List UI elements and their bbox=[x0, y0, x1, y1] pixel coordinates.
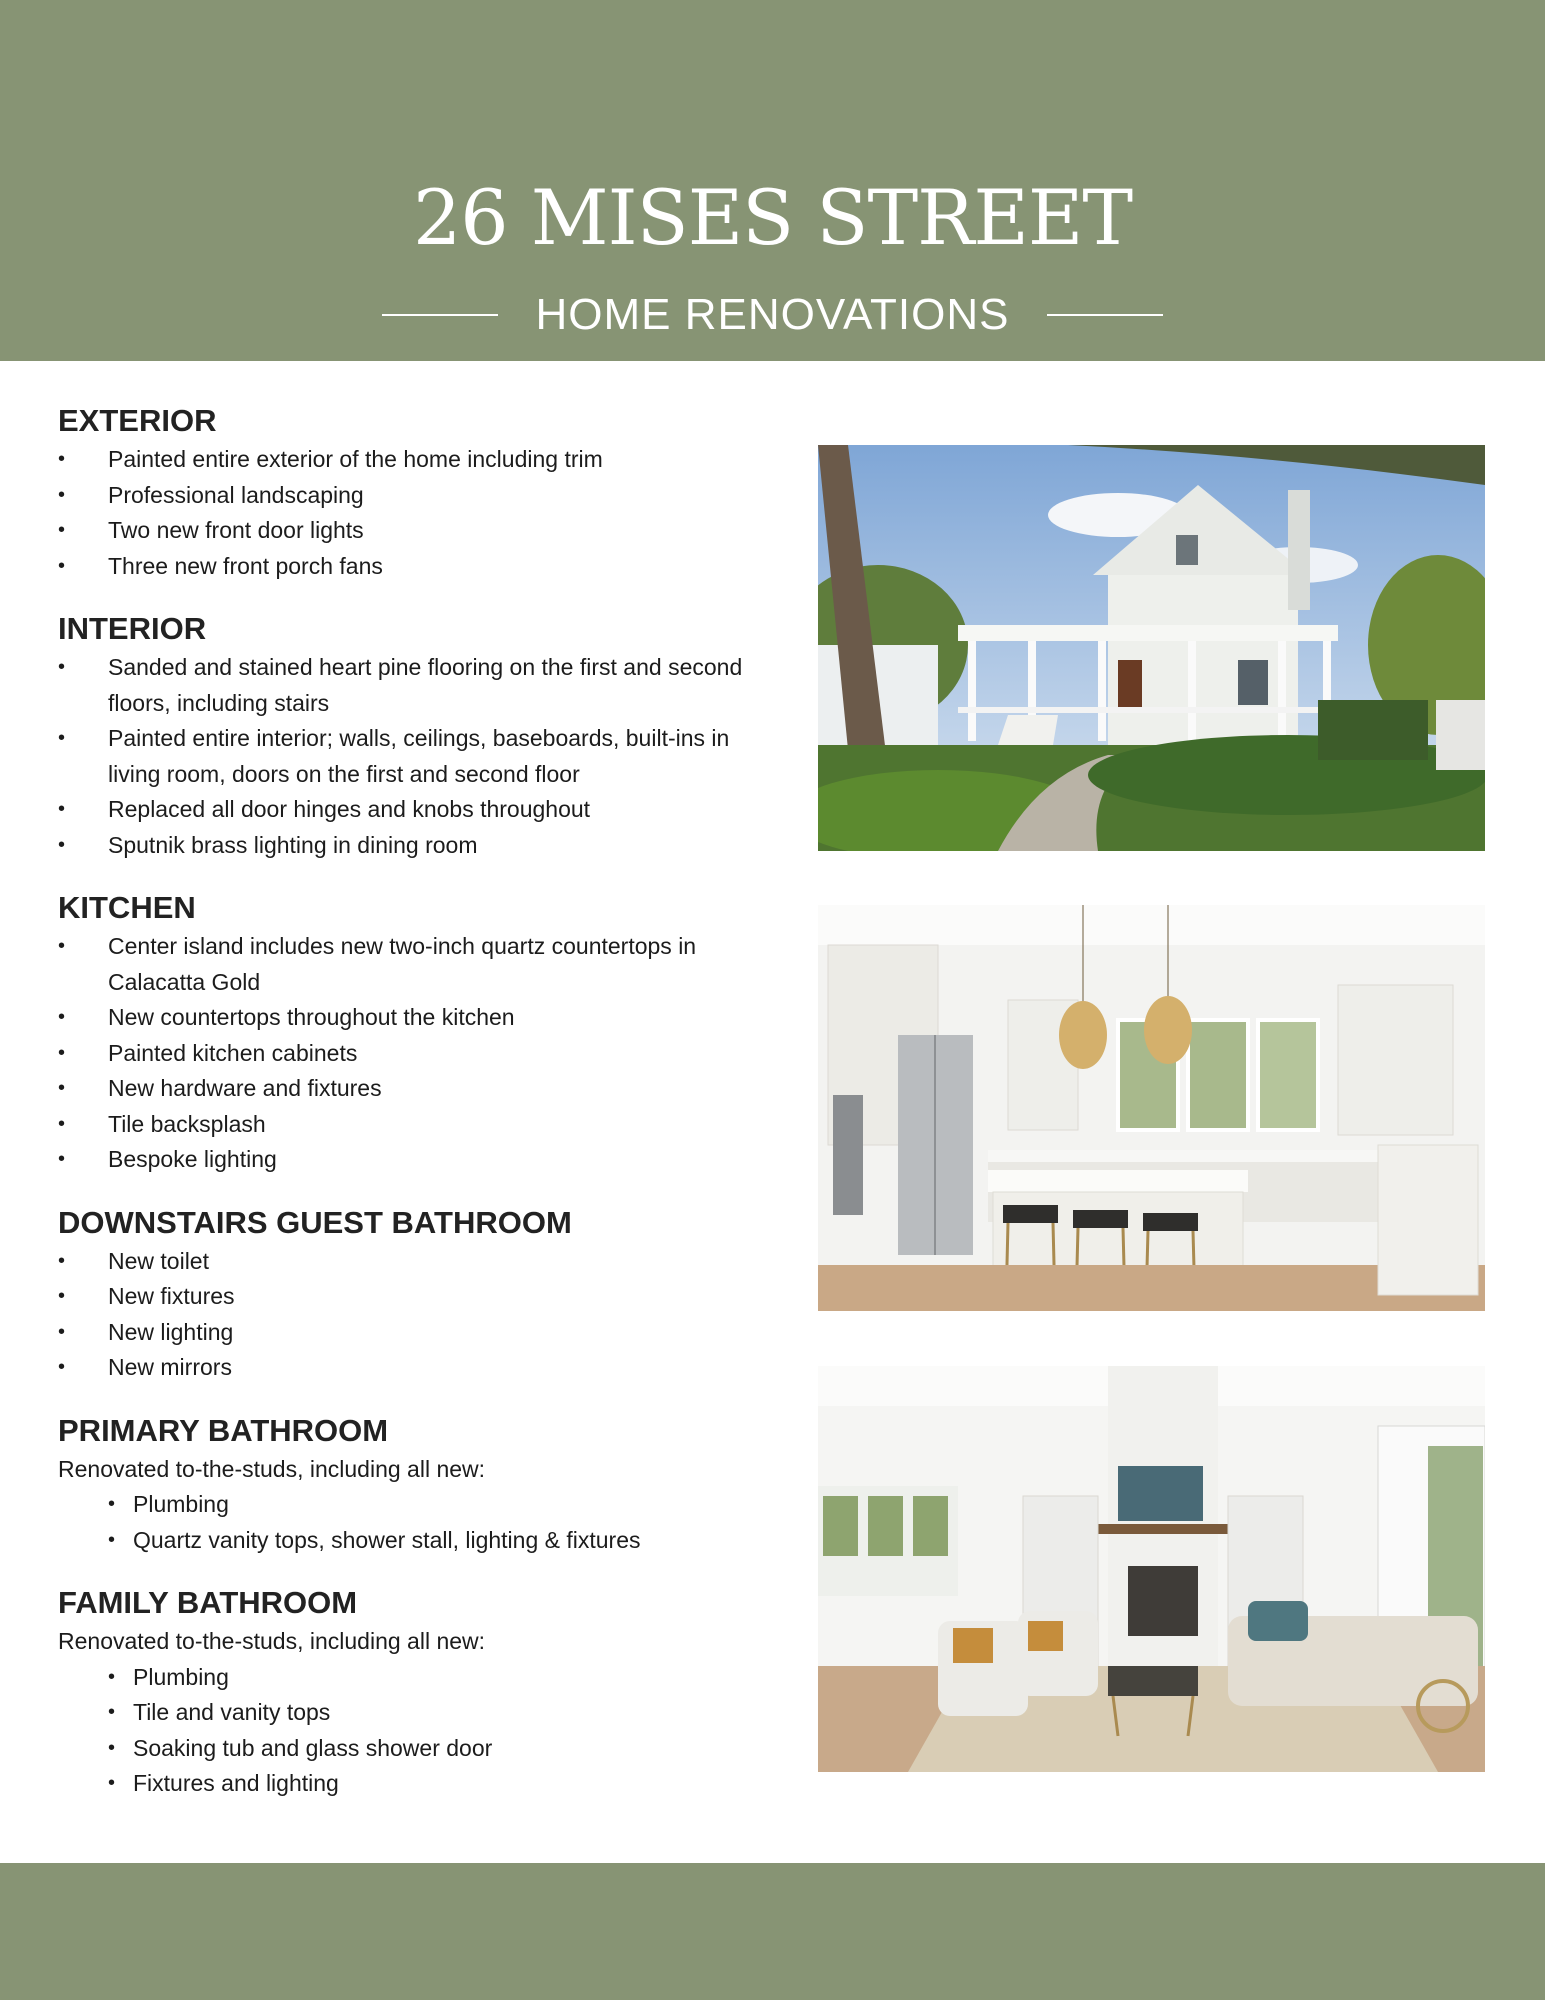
section-heading: INTERIOR bbox=[58, 611, 207, 646]
section-interior bbox=[58, 608, 778, 863]
section-heading: KITCHEN bbox=[58, 890, 196, 925]
kitchen-photo bbox=[818, 905, 1485, 1311]
list-item: • Painted entire interior; walls, ceilings, baseboards, built-ins in living room, doors on the first and second floor bbox=[58, 721, 778, 792]
section-intro: Renovated to-the-studs, including all new: bbox=[58, 1628, 486, 1654]
bullet-list bbox=[58, 1660, 778, 1802]
list-item: • Bespoke lighting bbox=[58, 1142, 778, 1178]
list-item: • New mirrors bbox=[58, 1350, 778, 1386]
section-kitchen bbox=[58, 887, 778, 1178]
bullet-list bbox=[58, 1244, 778, 1386]
renovation-list bbox=[58, 400, 778, 1826]
list-item: • Center island includes new two-inch quartz countertops in Calacatta Gold bbox=[58, 929, 778, 1000]
list-item: • Replaced all door hinges and knobs throughout bbox=[58, 792, 778, 828]
list-item: • Three new front porch fans bbox=[58, 549, 778, 585]
footer-band bbox=[0, 1863, 1545, 2000]
header-band bbox=[0, 0, 1545, 361]
list-item: • Professional landscaping bbox=[58, 478, 778, 514]
bullet-list bbox=[58, 442, 778, 584]
section-primary-bathroom bbox=[58, 1410, 778, 1559]
list-item: • New toilet bbox=[58, 1244, 778, 1280]
list-item: • Sputnik brass lighting in dining room bbox=[58, 828, 778, 864]
list-item: • New hardware and fixtures bbox=[58, 1071, 778, 1107]
list-item: • Two new front door lights bbox=[58, 513, 778, 549]
list-item: • New lighting bbox=[58, 1315, 778, 1351]
living-room-photo bbox=[818, 1366, 1485, 1772]
bullet-list bbox=[58, 1487, 778, 1558]
list-item: • Fixtures and lighting bbox=[58, 1766, 778, 1802]
bullet-list bbox=[58, 650, 778, 863]
section-heading: DOWNSTAIRS GUEST BATHROOM bbox=[58, 1204, 572, 1240]
section-heading: EXTERIOR bbox=[58, 403, 217, 438]
list-item: • Plumbing bbox=[58, 1660, 778, 1696]
section-family-bathroom bbox=[58, 1582, 778, 1802]
bullet-list bbox=[58, 929, 778, 1178]
subtitle-row bbox=[0, 290, 1545, 340]
page-subtitle: HOME RENOVATIONS bbox=[535, 290, 1010, 339]
list-item: • Quartz vanity tops, shower stall, lighting & fixtures bbox=[58, 1523, 778, 1559]
section-intro: Renovated to-the-studs, including all new: bbox=[58, 1455, 486, 1482]
exterior-photo bbox=[818, 445, 1485, 851]
list-item: • Tile backsplash bbox=[58, 1107, 778, 1143]
subtitle-rule-right bbox=[1047, 314, 1163, 316]
list-item: • Tile and vanity tops bbox=[58, 1695, 778, 1731]
section-heading: PRIMARY BATHROOM bbox=[58, 1412, 389, 1448]
section-heading: FAMILY BATHROOM bbox=[58, 1585, 358, 1620]
list-item: • Soaking tub and glass shower door bbox=[58, 1731, 778, 1767]
section-exterior bbox=[58, 400, 778, 584]
section-guest-bathroom bbox=[58, 1202, 778, 1386]
list-item: • New countertops throughout the kitchen bbox=[58, 1000, 778, 1036]
list-item: • Painted kitchen cabinets bbox=[58, 1036, 778, 1072]
page-title: 26 MISES STREET bbox=[412, 173, 1133, 262]
list-item: • Plumbing bbox=[58, 1487, 778, 1523]
list-item: • Painted entire exterior of the home including trim bbox=[58, 442, 778, 478]
list-item: • Sanded and stained heart pine flooring on the first and second floors, including stairs bbox=[58, 650, 778, 721]
list-item: • New fixtures bbox=[58, 1279, 778, 1315]
